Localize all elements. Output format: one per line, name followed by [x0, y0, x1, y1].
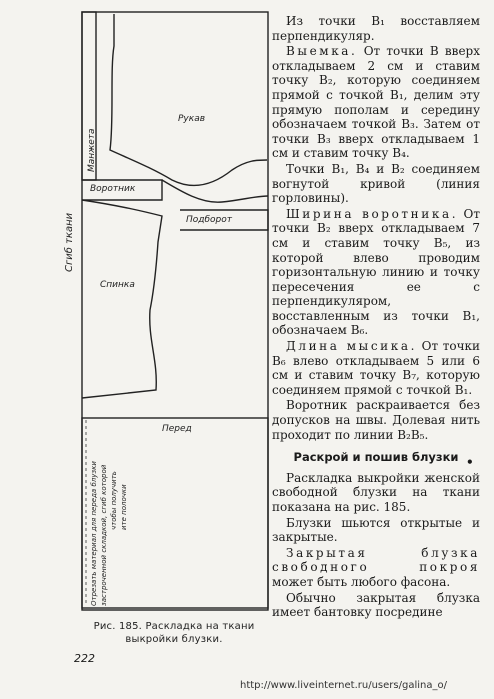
- cutting-note-4: ите полочки: [120, 484, 128, 530]
- cutting-note-1: Отрезать материал для переда блузки: [90, 461, 98, 606]
- paragraph-5: Длина мысика. От точки B₆ влево откладываем 5 или 6 см и ставим точку B₇, которую соединяем прямой с точкой B₁.: [272, 339, 480, 397]
- cutting-note-3: чтобы получить: [110, 471, 118, 530]
- margin-bullet: •: [466, 455, 474, 469]
- pattern-layout-figure: [62, 10, 270, 614]
- front-label: Перед: [162, 424, 192, 434]
- paragraph-2: Выемка. От точки B вверх откладываем 2 см и ставим точку B₂, которую соединяем прямой с точкой B₁, делим эту прямую пополам и середину обозначаем точкой B₃. Затем от точки B₃ вверх откладываем 1 см и ставим точку B₄.: [272, 44, 480, 161]
- paragraph-4: Ширина воротника. От точки B₂ вверх откладываем 7 см и ставим точку B₅, из которой влево проводим горизонтальную линию и точку пересечения ее с перпендикуляром, восставленным из точки B₁, обозначаем B₆.: [272, 206, 481, 338]
- page-number: 222: [74, 652, 95, 665]
- back-piece: [82, 200, 162, 398]
- section-heading: Раскрой и пошив блузки: [293, 450, 459, 465]
- paragraph-7: Раскладка выкройки женской свободной блузки на ткани показана на рис. 185.: [272, 470, 480, 514]
- cutting-note-2: застроченной складкой, сгиб которой: [100, 464, 108, 606]
- source-watermark: http://www.liveinternet.ru/users/galina_o/: [240, 680, 447, 691]
- back-label: Спинка: [100, 280, 135, 290]
- facing-label: Подборот: [186, 215, 233, 225]
- collar-label: Воротник: [90, 184, 136, 194]
- paragraph-8: Блузки шьются открытые и закрытые.: [272, 515, 480, 545]
- paragraph-6: Воротник раскраивается без допусков на швы. Долевая нить проходит по линии B₂B₅.: [272, 398, 480, 442]
- paragraph-9: Закрытая блузка свободного покроя может быть любого фасона.: [272, 545, 480, 589]
- cuff-label: Манжета: [87, 128, 97, 172]
- sleeve-piece: [110, 14, 267, 185]
- text-column: [272, 14, 480, 621]
- fabric-fold-label: Сгиб ткани: [64, 212, 75, 272]
- paragraph-3: Точки B₁, B₄ и B₂ соединяем вогнутой кривой (линия горловины).: [272, 161, 480, 206]
- paragraph-10: Обычно закрытая блузка имеет бантовку посредине: [272, 590, 480, 620]
- paragraph-1: Из точки B₁ восставляем перпендикуляр.: [272, 14, 480, 43]
- sleeve-label: Рукав: [178, 114, 206, 124]
- figure-caption: Рис. 185. Раскладка на ткани выкройки блузки.: [93, 621, 255, 645]
